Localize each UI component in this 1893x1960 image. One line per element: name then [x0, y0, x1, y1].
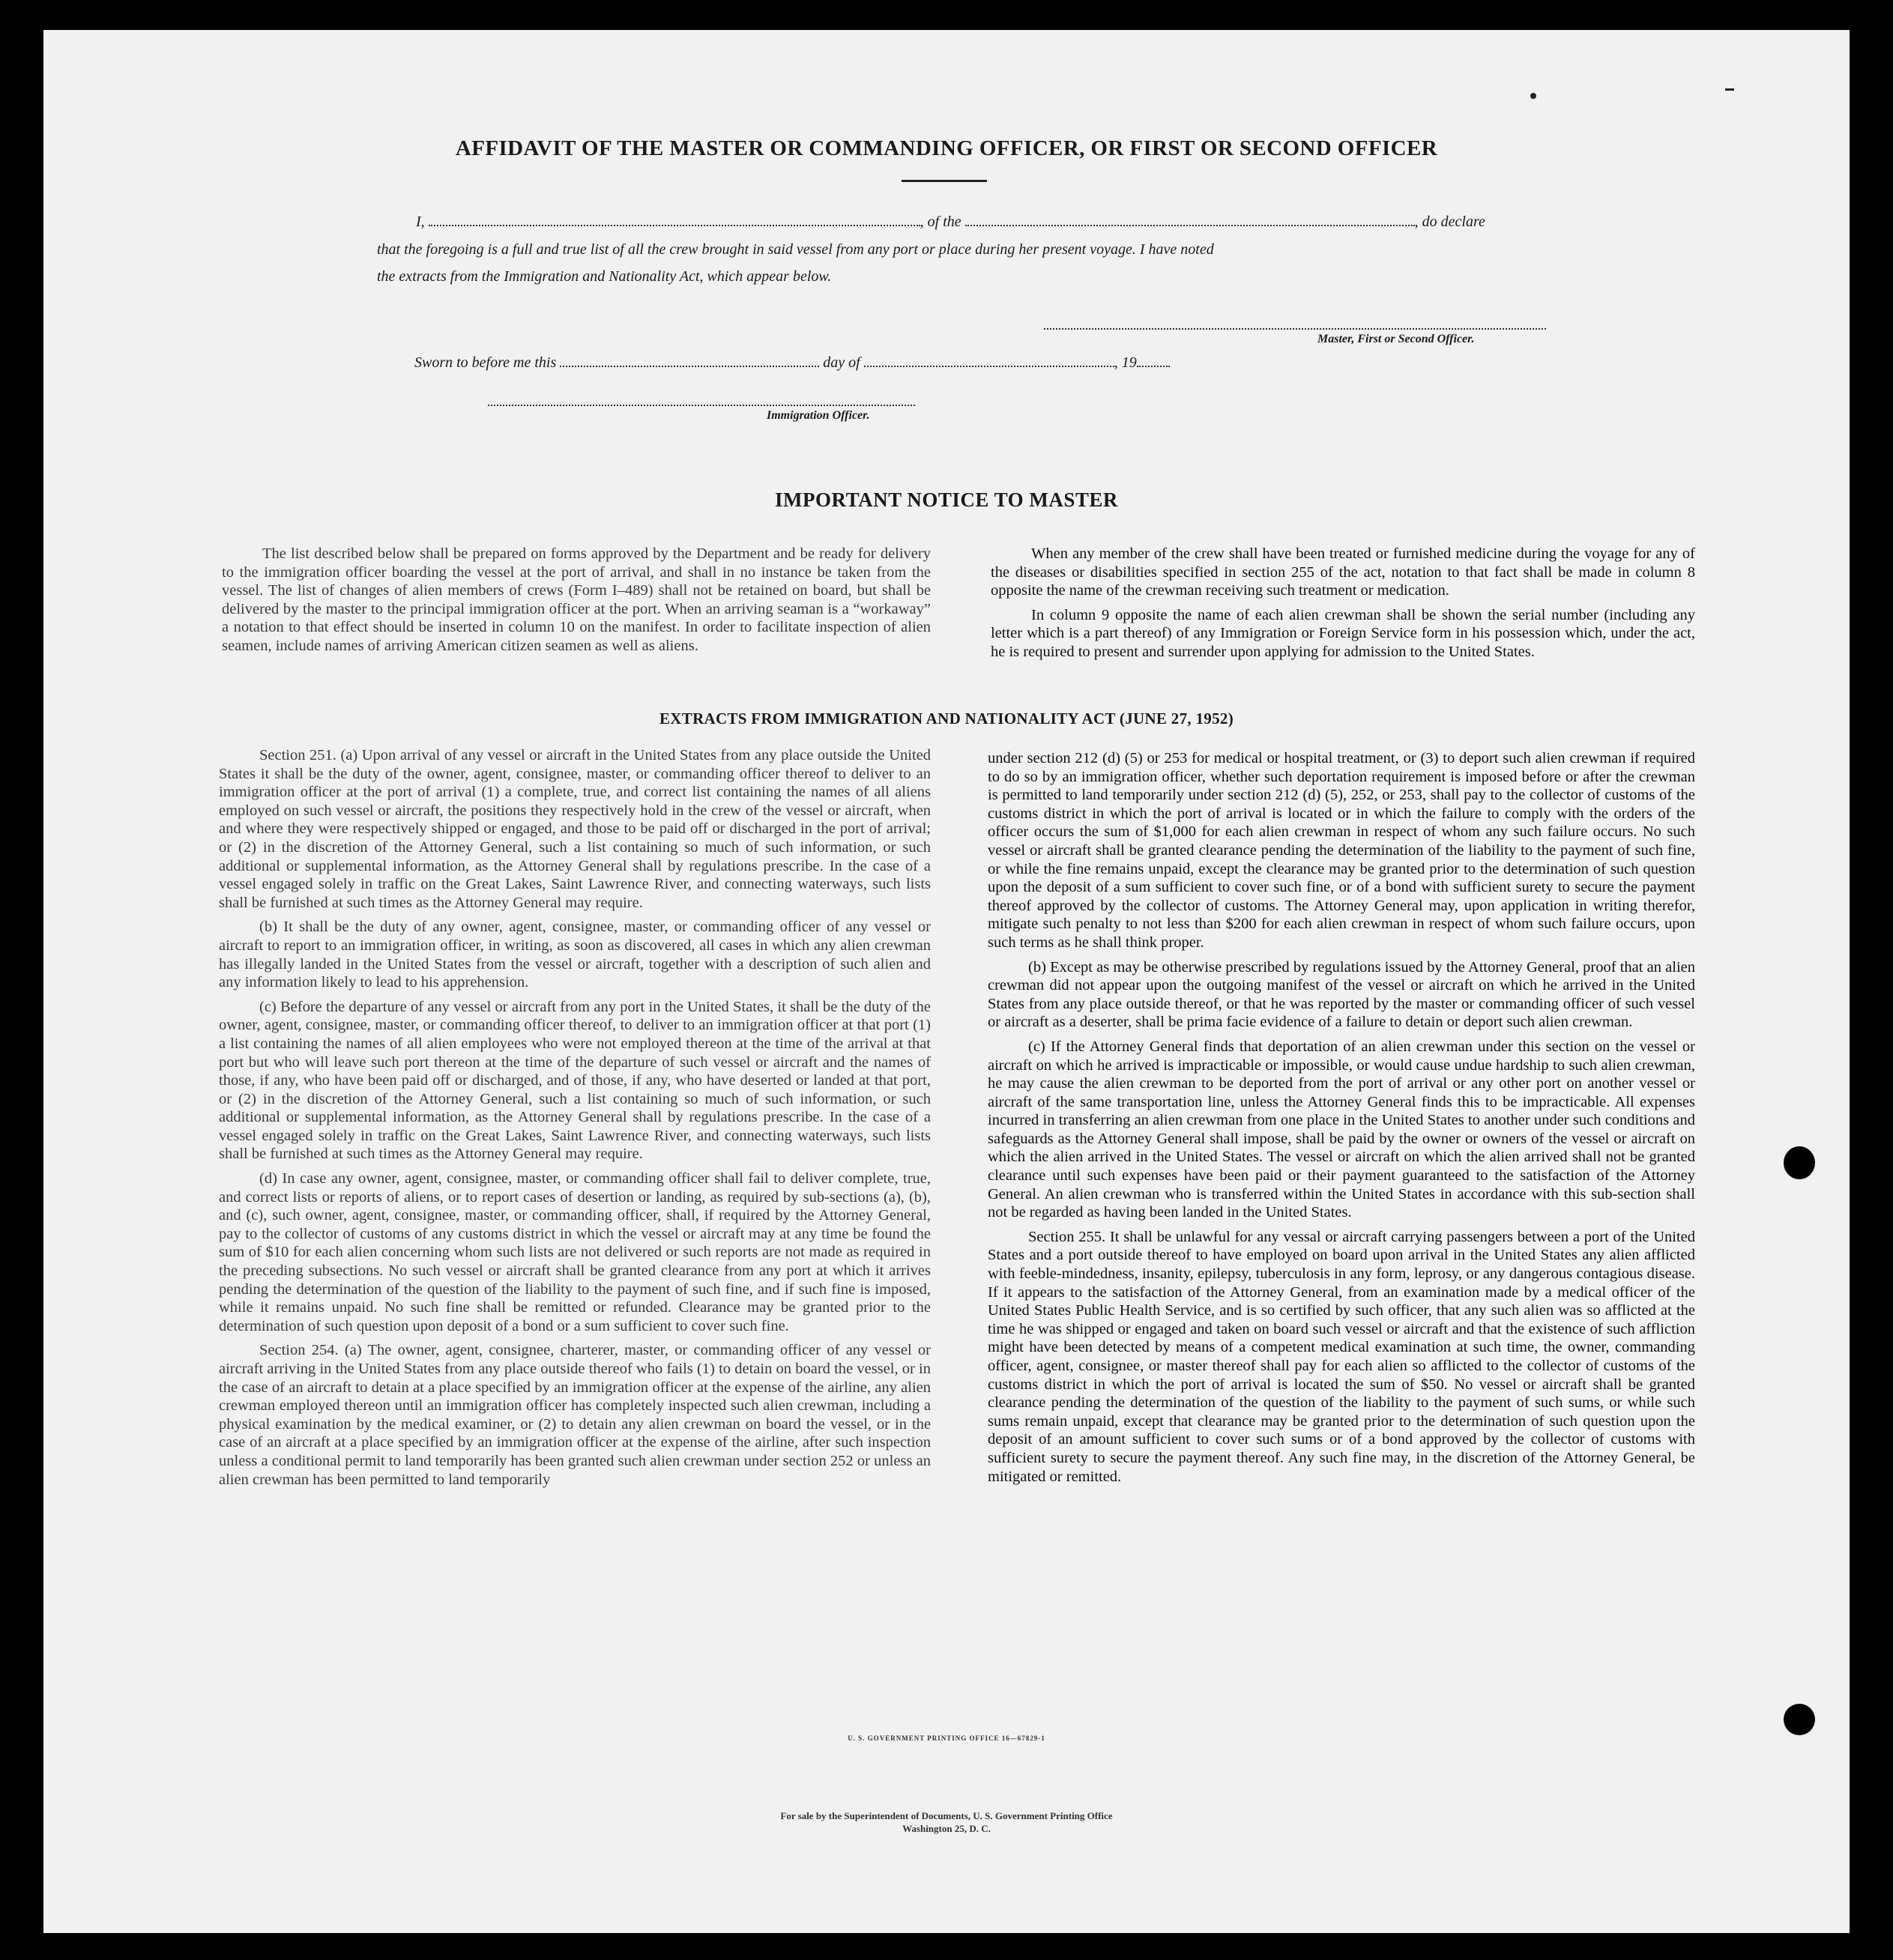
- affidavit-title: AFFIDAVIT OF THE MASTER OR COMMANDING OFFICER, OR FIRST OR SECOND OFFICER: [455, 136, 1438, 160]
- affidavit-declare: , do declare: [1414, 214, 1485, 230]
- sworn-year-blank[interactable]: [1137, 355, 1170, 367]
- affidavit-line-1: [416, 214, 1485, 231]
- sworn-dayof: day of: [823, 354, 860, 371]
- extract-paragraph: (b) Except as may be otherwise prescribed by regulations issued by the Attorney General, proof that an alien crewman did not appear upon the outgoing manifest of the vessel or aircraft on which he arrived in the United States from any place outside thereof, or that he was reported by the master or commanding officer of such vessel or aircraft as a deserter, shall be prima facie evidence of a failure to detain or deport such alien crewman.: [988, 958, 1695, 1031]
- notice-right-paragraph-1: When any member of the crew shall have been treated or furnished medicine during the voyage for any of the diseases or disabilities specified in section 255 of the act, notation to that fact shall be made in column 8 opposite the name of the crewman receiving such treatment or medication.: [991, 545, 1695, 599]
- scan-speck: [1530, 93, 1536, 99]
- punch-hole-mark: [1784, 1704, 1815, 1735]
- master-signature-line[interactable]: [1044, 328, 1546, 330]
- affidavit-line-2: that the foregoing is a full and true list of all the crew brought in said vessel from any port or place during her present voyage. I have noted: [377, 241, 1214, 258]
- sworn-text: Sworn to before me this: [414, 354, 557, 371]
- sale-notice: [43, 1809, 1850, 1835]
- immigration-signature-line[interactable]: [488, 405, 915, 406]
- notice-left-column: [222, 545, 931, 662]
- extract-paragraph: (c) If the Attorney General finds that deportation of an alien crewman under this section on the vessel or aircraft on which he arrived is impracticable or impossible, or would cause undue hardship to such alien crewman, he may cause the alien crewman to be deported from the port of arrival or any other port on another vessel or aircraft of the same transportation line, unless the Attorney General finds this to be impracticable. All expenses incurred in transferring an alien crewman from one place in the United States to another under such conditions and safeguards as the Attorney General shall impose, shall be paid by the owner or owners of the vessel or aircraft on which the alien arrived in the United States. The vessel or aircraft on which the alien arrived shall not be granted clearance until such expenses have been paid or their payment guaranteed to the satisfaction of the Attorney General. An alien crewman who is transferred within the United States in accordance with this sub-section shall not be regarded as having been landed in the United States.: [988, 1038, 1695, 1221]
- affidavit-of-the: , of the: [920, 214, 961, 230]
- extract-paragraph: (c) Before the departure of any vessel or aircraft from any port in the United States, it shall be the duty of the owner, agent, consignee, master, or commanding officer thereof, to deliver to an immigration officer at that port (1) a list containing the names of all alien employees who were not employed thereon at the time of the arrival at that port but who will leave such port thereon at the time of the departure of such vessel or aircraft and the names of those, if any, who have been paid off or discharged, and of those, if any, who have deserted or landed at that port, or (2) in the discretion of the Attorney General, such a list containing so much of such information, or such additional or supplemental information, as the Attorney General shall by regulations prescribe. In the case of a vessel engaged solely in traffic on the Great Lakes, Saint Lawrence River, and connecting waterways, such lists shall be furnished at such times as the Attorney General may require.: [219, 998, 931, 1163]
- extract-paragraph: (d) In case any owner, agent, consignee, master, or commanding officer shall fail to deliver complete, true, and correct lists or reports of aliens, or to report cases of desertion or landing, as required by sub-sections (a), (b), and (c), such owner, agent, consignee, master, or commanding officer, shall, if required by the Attorney General, pay to the collector of customs of any customs district in which the vessel or aircraft may at any time be found the sum of $10 for each alien concerning whom such lists are not delivered or such reports are not made as required in the preceding subsections. No such vessel or aircraft shall be granted clearance from any port at which it arrives pending the determination of the question of the liability to the payment of such fine, and if such fine is imposed, while it remains unpaid. No such fine shall be remitted or refunded. Clearance may be granted prior to the determination of such question upon deposit of a bond or a sum sufficient to cover such fine.: [219, 1170, 931, 1334]
- sworn-month-blank[interactable]: [864, 355, 1114, 367]
- vessel-blank[interactable]: [965, 214, 1415, 226]
- scan-speck: [1725, 88, 1734, 91]
- affidavit-i: I,: [416, 214, 425, 230]
- extract-paragraph: Section 251. (a) Upon arrival of any vessel or aircraft in the United States from any place outside the United States it shall be the duty of the owner, agent, consignee, master, or commanding officer thereof to deliver to an immigration officer at the port of arrival (1) a complete, true, and correct list containing the names of all aliens employed on such vessel or aircraft, the positions they respectively hold in the crew of the vessel or aircraft, when and where they were respectively shipped or engaged, and those to be paid off or discharged in the port of arrival; or (2) in the discretion of the Attorney General, such a list containing so much of such information, or such additional or supplemental information, as the Attorney General shall by regulations prescribe. In the case of a vessel engaged solely in traffic on the Great Lakes, Saint Lawrence River, and connecting waterways, such lists shall be furnished at such times as the Attorney General may require.: [219, 747, 931, 911]
- extracts-heading: EXTRACTS FROM IMMIGRATION AND NATIONALITY ACT (JUNE 27, 1952): [659, 710, 1234, 728]
- notice-right-column: [991, 545, 1695, 668]
- sworn-day-blank[interactable]: [560, 355, 819, 367]
- extract-paragraph: (b) It shall be the duty of any owner, agent, consignee, master, or commanding officer of any vessel or aircraft to report to an immigration officer, in writing, as soon as discovered, all cases in which any alien crewman has illegally landed in the United States from the vessel or aircraft, together with a description of such alien and any information likely to lead to his apprehension.: [219, 919, 931, 991]
- extract-paragraph: Section 254. (a) The owner, agent, consignee, charterer, master, or commanding officer of any vessel or aircraft arriving in the United States from any place outside thereof who fails (1) to detain on board the vessel, or in the case of an aircraft to detain at a place specified by an immigration officer at the expense of the airline, any alien crewman employed thereon until an immigration officer has completely inspected such alien crewman, including a physical examination by the medical examiner, or (2) to detain any alien crewman on board the vessel, or in the case of an aircraft at a place specified by an immigration officer at the expense of the airline, after such inspection unless a conditional permit to land temporarily has been granted such alien crewman under section 252 or unless an alien crewman has been permitted to land temporarily: [219, 1342, 931, 1488]
- form-page: [43, 30, 1850, 1933]
- extract-paragraph: under section 212 (d) (5) or 253 for medical or hospital treatment, or (3) to deport such alien crewman if required to do so by an immigration officer, whether such deportation requirement is imposed before or after the crewman is permitted to land temporarily under section 212 (d) (5), 252, or 253, shall pay to the collector of customs of the customs district in which the port of arrival is located or in which the failure to comply with the orders of the officer occurs the sum of $1,000 for each alien crewman in respect of whom any such failure occurs. No such vessel or aircraft shall be granted clearance pending the determination of the liability to the payment of such fine, or while the fine remains unpaid, except the clearance may be granted prior to the determination of such question upon the deposit of a sum sufficient to cover such fine, or of a bond with sufficient surety to secure the payment thereof approved by the collector of customs. The Attorney General may, upon application in writing therefor, mitigate such penalty to not less than $200 for each alien crewman in respect of whom such failure occurs, upon such terms as he shall think proper.: [988, 750, 1695, 951]
- immigration-caption: Immigration Officer.: [767, 409, 870, 422]
- title-rule: [902, 180, 987, 182]
- sworn-year: , 19: [1114, 354, 1137, 371]
- extract-paragraph: Section 255. It shall be unlawful for any vessal or aircraft carrying passengers between a port of the United States and a port outside thereof to have employed on board upon arrival in the United States any alien afflicted with feeble-mindedness, insanity, epilepsy, tuberculosis in any form, leprosy, or any dangerous contagious disease. If it appears to the satisfaction of the Attorney General, from an examination made by a medical officer of the United States Public Health Service, and is so certified by such officer, that any such alien was so afflicted at the time he was shipped or engaged and taken on board such vessel or aircraft and that the existence of such affliction might have been detected by means of a competent medical examination at such time, the owner, commanding officer, agent, consignee, or master thereof shall pay for each alien so afflicted to the collector of customs of the customs district in which the port of arrival is located the sum of $50. No vessel or aircraft shall be granted clearance pending the determination of the question of the liability to the payment of such sums, or while such sums remain unpaid, except that clearance may be granted prior to the determination of such question upon the deposit of an amount sufficient to cover such sums or of a bond approved by the collector of customs with sufficient surety to secure the payment thereof. Any such fine may, in the discretion of the Attorney General, be mitigated or remitted.: [988, 1228, 1695, 1485]
- sale-line-2: Washington 25, D. C.: [902, 1823, 991, 1834]
- sworn-line: [414, 354, 1170, 372]
- name-blank[interactable]: [429, 214, 920, 226]
- printer-imprint: U. S. GOVERNMENT PRINTING OFFICE 16—67829-1: [848, 1734, 1045, 1742]
- extracts-left-column: [219, 746, 931, 1495]
- notice-right-paragraph-2: In column 9 opposite the name of each alien crewman shall be shown the serial number (including any letter which is a part thereof) of any Immigration or Foreign Service form in his possession which, under the act, he is required to present and surrender upon applying for admission to the United States.: [991, 606, 1695, 660]
- sale-line-1: For sale by the Superintendent of Documents, U. S. Government Printing Office: [780, 1810, 1113, 1821]
- punch-hole-mark: [1784, 1146, 1815, 1179]
- extracts-right-column: [988, 749, 1695, 1492]
- notice-heading: IMPORTANT NOTICE TO MASTER: [775, 489, 1118, 511]
- affidavit-line-3: the extracts from the Immigration and Nationality Act, which appear below.: [377, 268, 832, 285]
- notice-left-paragraph: The list described below shall be prepared on forms approved by the Department and be ready for delivery to the immigration officer boarding the vessel at the port of arrival, and shall in no instance be taken from the vessel. The list of changes of alien members of crews (Form I–489) shall not be retained on board, but shall be delivered by the master to the principal immigration officer at the port. When an arriving seaman is a “workaway” a notation to that effect should be inserted in column 10 on the manifest. In order to facilitate inspection of alien seamen, include names of arriving American citizen seamen as well as aliens.: [222, 545, 931, 654]
- master-caption: Master, First or Second Officer.: [1317, 333, 1475, 345]
